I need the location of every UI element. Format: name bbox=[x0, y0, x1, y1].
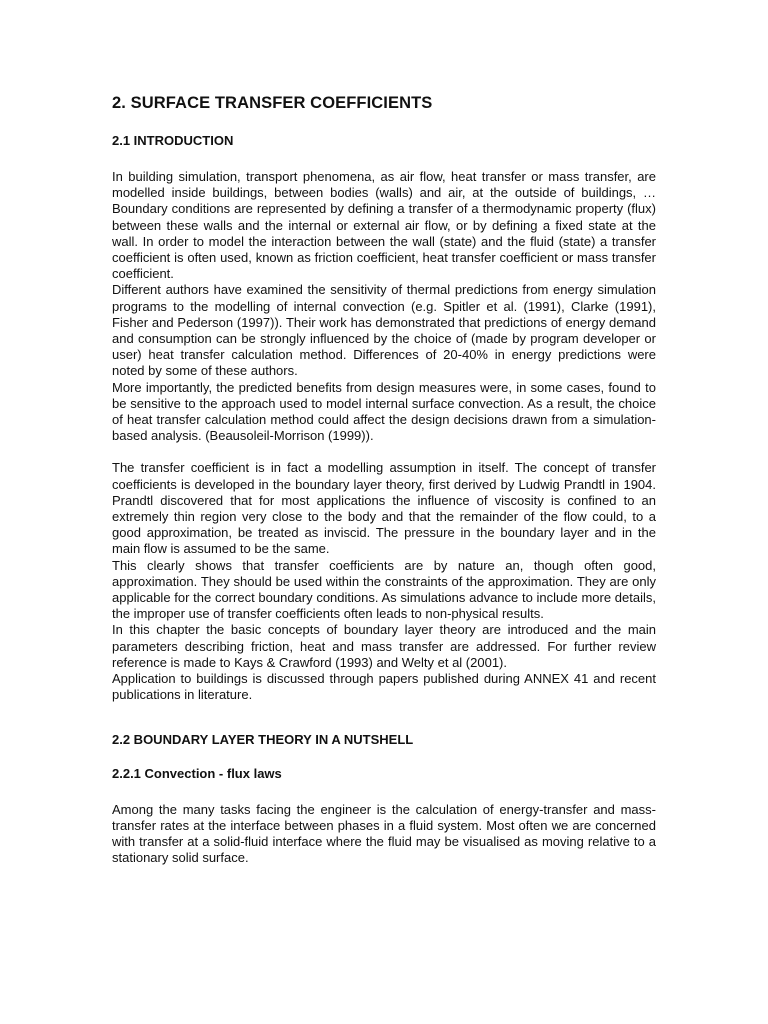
spacer bbox=[112, 149, 656, 169]
section-title-introduction: 2.1 INTRODUCTION bbox=[112, 133, 234, 148]
intro-paragraph-6: In this chapter the basic concepts of boundary layer theory are introduced and the main parameters describing friction, heat and mass transfer are addressed. For further review reference is made to Kays & Crawford (1993) and Welty et al (2001). bbox=[112, 622, 656, 670]
section-title-boundary-layer: 2.2 BOUNDARY LAYER THEORY IN A NUTSHELL bbox=[112, 731, 414, 747]
convection-paragraph: Among the many tasks facing the engineer is the calculation of energy-transfer and mass-transfer rates at the interface between phases in a fluid system. Most often we are concerned with transfer at a solid-fluid interface where the fluid may be visualised as moving relative to a stationary solid surface. bbox=[112, 801, 656, 866]
spacer bbox=[112, 782, 656, 802]
spacer bbox=[112, 748, 656, 766]
intro-paragraph-1: In building simulation, transport phenomena, as air flow, heat transfer or mass transfer, are modelled inside buildings, between bodies (walls) and air, at the outside of buildings, … Boundary conditions are represented by defining a transfer of a thermodynamic property (flux) between these walls and the internal or external air flow, or by defining a fixed state at the wall. In order to model the interaction between the wall (state) and the fluid (state) a transfer coefficient is often used, known as friction coefficient, heat transfer coefficient or mass transfer coefficient. bbox=[112, 169, 656, 282]
chapter-title: 2. SURFACE TRANSFER COEFFICIENTS bbox=[112, 94, 433, 112]
intro-paragraph-7: Application to buildings is discussed through papers published during ANNEX 41 and recent publications in literature. bbox=[112, 671, 656, 703]
spacer bbox=[112, 704, 656, 732]
intro-paragraph-3: More importantly, the predicted benefits from design measures were, in some cases, found to be sensitive to the approach used to model internal surface convection. As a result, the choice of heat transfer calculation method could affect the design decisions drawn from a simulation-based analysis. (Beausoleil-Morrison (1999)). bbox=[112, 379, 656, 444]
intro-paragraph-2: Different authors have examined the sensitivity of thermal predictions from energy simulation programs to the modelling of internal convection (e.g. Spitler et al. (1991), Clarke (1991), Fisher and Pederson (1997)). Their work has demonstrated that predictions of energy demand and consumption can be strongly influenced by the choice of (made by program developer or user) heat transfer calculation method. Differences of 20-40% in energy predictions were noted by some of these authors. bbox=[112, 282, 656, 379]
document-page bbox=[112, 92, 656, 866]
subsection-title-convection: 2.2.1 Convection - flux laws bbox=[112, 765, 282, 781]
intro-paragraph-5: This clearly shows that transfer coefficients are by nature an, though often good, approximation. They should be used within the constraints of the approximation. They are only applicable for the correct boundary conditions. As simulations advance to include more details, the improper use of transfer coefficients often leads to non-physical results. bbox=[112, 557, 656, 622]
intro-paragraph-4: The transfer coefficient is in fact a modelling assumption in itself. The concept of transfer coefficients is developed in the boundary layer theory, first derived by Ludwig Prandtl in 1904. Prandtl discovered that for most applications the influence of viscosity is confined to an extremely thin region very close to the body and that the remainder of the flow could, to a good approximation, be treated as inviscid. The pressure in the boundary layer and in the main flow is assumed to be the same. bbox=[112, 460, 656, 557]
spacer bbox=[112, 444, 656, 460]
